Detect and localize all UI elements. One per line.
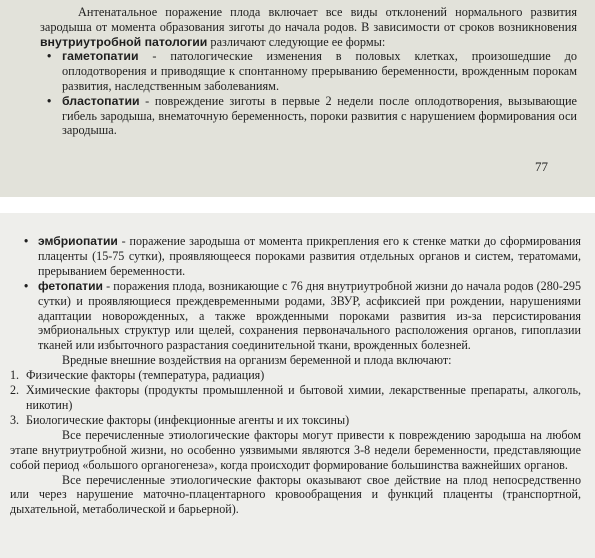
factors-intro: Вредные внешние воздействия на организм беременной и плода включают: bbox=[62, 353, 452, 368]
bullet-text: - поражение зародыша от момента прикрепления его к стенке матки до сформирования плаценты (15-75 сутки), проявляющееся пороками развития отдельных органов и систем, тератомами, прерыванием беременности. bbox=[38, 234, 581, 278]
list-item bbox=[40, 94, 577, 138]
bullet-term: гаметопатии bbox=[62, 49, 139, 64]
bullet-icon: • bbox=[47, 49, 52, 64]
intro-term: внутриутробной патологии bbox=[40, 34, 208, 49]
page-separator bbox=[0, 197, 595, 213]
list-item bbox=[40, 49, 577, 93]
item-text: Химические факторы (продукты промышленной и бытовой химии, лекарственные препараты, алкоголь, никотин) bbox=[26, 383, 581, 412]
bullet-text: - поражения плода, возникающие с 76 дня внутриутробной жизни до начала родов (280-295 сутки) и проявляющиеся преждевременными родами, ЗВУР, асфиксией при рождении, нарушениями адаптации новорожденных, а также врожденными пороками развития из-за персистирования эмбриональных структур или щелей, сохранения первоначального расположения органов, гипоплазии тканей или избыточного разрастания соединительной ткани, врожденных болезней. bbox=[38, 278, 581, 353]
numbered-item bbox=[10, 413, 581, 428]
bullet-text: - патологические изменения в половых клетках, произошедшие до оплодотворения и приводящие к спонтанному прерыванию беременности, врожденным порокам развития, наследственным заболеваниям. bbox=[62, 49, 577, 93]
item-text: Биологические факторы (инфекционные агенты и их токсины) bbox=[26, 412, 350, 427]
body-paragraph: Все перечисленные этиологические факторы оказывают свое действие на плод непосредственно или через нарушение маточно-плацентарного кровообращения и функций плаценты (транспортной, дыхательной, метаболической и барьерной). bbox=[10, 472, 581, 517]
bullet-icon: • bbox=[24, 278, 29, 293]
bullet-term: фетопатии bbox=[38, 278, 103, 293]
bullet-term: бластопатии bbox=[62, 93, 140, 108]
bullet-term: эмбриопатии bbox=[38, 234, 118, 248]
item-number: 3. bbox=[10, 412, 20, 427]
intro-paragraph bbox=[40, 5, 577, 49]
list-item bbox=[10, 234, 581, 279]
top-page-fragment bbox=[0, 0, 595, 197]
bullet-icon: • bbox=[47, 93, 52, 108]
intro-text-end: различают следующие ее формы: bbox=[207, 34, 386, 49]
bottom-page-fragment bbox=[0, 213, 595, 558]
bullet-icon: • bbox=[24, 234, 29, 248]
page-number: 77 bbox=[535, 159, 548, 174]
item-number: 1. bbox=[10, 368, 20, 383]
item-number: 2. bbox=[10, 383, 20, 398]
numbered-item bbox=[10, 368, 581, 383]
bullet-text: - повреждение зиготы в первые 2 недели после оплодотворения, вызывающие гибель зародыша, внематочную беременность, пороки развития с нарушением формирования оси зародыша. bbox=[62, 93, 577, 138]
numbered-item bbox=[10, 383, 581, 413]
body-paragraph: Все перечисленные этиологические факторы могут привести к повреждению зародыша на любом этапе внутриутробной жизни, но особенно уязвимыми являются 3-8 недели беременности, представляющие собой период «большого органогенеза», когда происходит формирование большинства важнейших органов. bbox=[10, 427, 581, 472]
item-text: Физические факторы (температура, радиация) bbox=[26, 368, 265, 383]
list-item bbox=[10, 279, 581, 354]
intro-text: Антенатальное поражение плода включает все виды отклонений нормального развития зародыша от момента образования зиготы до начала родов. В зависимости от сроков возникновения bbox=[40, 5, 577, 34]
